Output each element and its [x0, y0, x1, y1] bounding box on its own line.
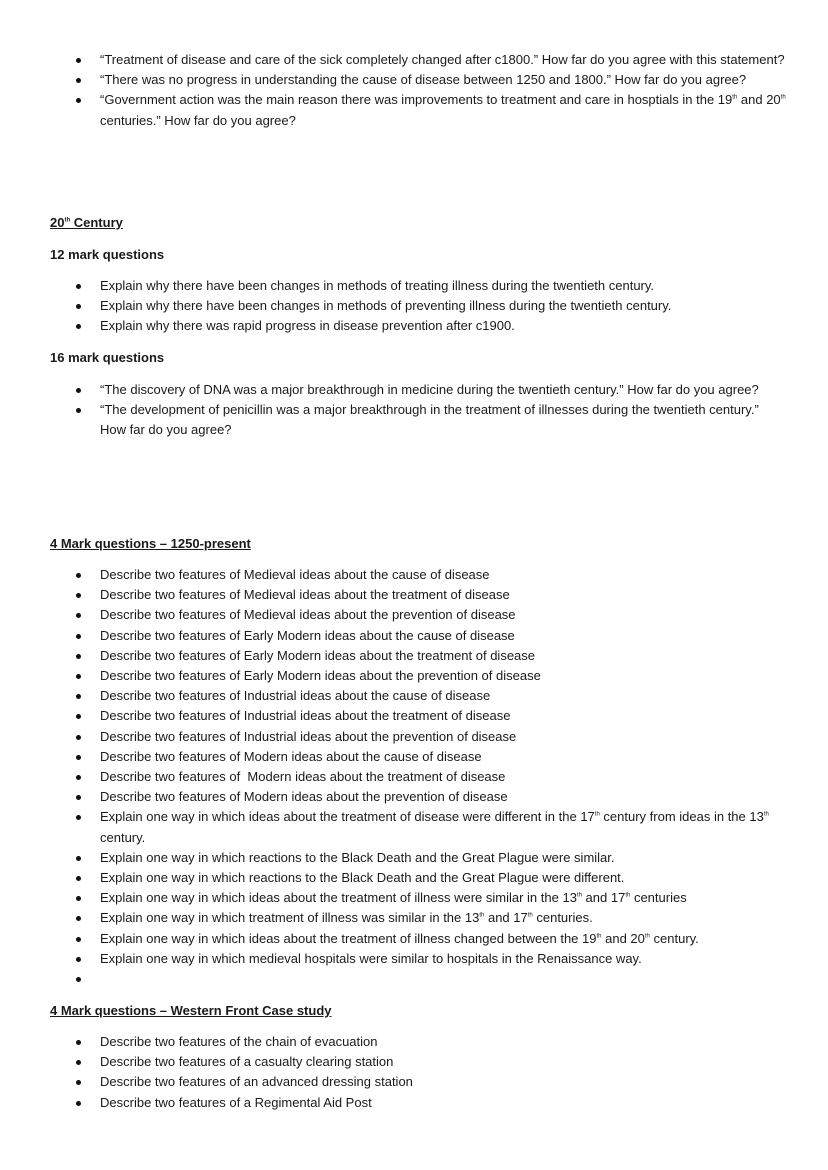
- list-item-empty: [50, 969, 788, 989]
- list-item: Explain one way in which ideas about the treatment of illness changed between the 19th and 20th century.: [50, 929, 788, 949]
- list-item: Describe two features of the chain of evacuation: [50, 1032, 788, 1052]
- list-item: “The development of penicillin was a major breakthrough in the treatment of illnesses during the twentieth century.” How far do you agree?: [50, 400, 788, 440]
- list-item: Describe two features of Medieval ideas about the prevention of disease: [50, 605, 788, 625]
- section-heading-20th-century: 20th Century: [50, 215, 123, 230]
- section-heading-4-mark-1250-present: 4 Mark questions – 1250-present: [50, 536, 251, 551]
- list-item: Explain why there have been changes in methods of treating illness during the twentieth century.: [50, 276, 788, 296]
- list-item: Describe two features of Early Modern ideas about the treatment of disease: [50, 646, 788, 666]
- twelve-mark-list: [50, 276, 788, 337]
- western-front-list: [50, 1032, 788, 1113]
- list-item: Describe two features of Modern ideas about the cause of disease: [50, 747, 788, 767]
- list-item: Explain one way in which medieval hospitals were similar to hospitals in the Renaissance way.: [50, 949, 788, 969]
- four-mark-list: [50, 565, 788, 989]
- list-item: Explain why there have been changes in methods of preventing illness during the twentieth century.: [50, 296, 788, 316]
- list-item: Describe two features of Industrial ideas about the treatment of disease: [50, 706, 788, 726]
- list-item: “There was no progress in understanding the cause of disease between 1250 and 1800.” How far do you agree?: [50, 70, 788, 90]
- list-item: Describe two features of Industrial ideas about the cause of disease: [50, 686, 788, 706]
- top-question-list: [50, 50, 788, 131]
- list-item: Describe two features of Early Modern ideas about the prevention of disease: [50, 666, 788, 686]
- list-item: Explain one way in which ideas about the treatment of illness were similar in the 13th and 17th centuries: [50, 888, 788, 908]
- list-item: Describe two features of Industrial ideas about the prevention of disease: [50, 727, 788, 747]
- list-item: Describe two features of Medieval ideas about the cause of disease: [50, 565, 788, 585]
- list-item: Explain one way in which treatment of illness was similar in the 13th and 17th centuries.: [50, 908, 788, 928]
- subheading-12-mark: 12 mark questions: [50, 247, 165, 262]
- list-item: Describe two features of Early Modern ideas about the cause of disease: [50, 626, 788, 646]
- list-item: Describe two features of Modern ideas about the treatment of disease: [50, 767, 788, 787]
- list-item: Describe two features of a Regimental Aid Post: [50, 1093, 788, 1113]
- list-item: Explain one way in which reactions to the Black Death and the Great Plague were similar.: [50, 848, 788, 868]
- list-item: Describe two features of an advanced dressing station: [50, 1072, 788, 1092]
- list-item: Describe two features of Modern ideas about the prevention of disease: [50, 787, 788, 807]
- list-item: Explain one way in which reactions to the Black Death and the Great Plague were different.: [50, 868, 788, 888]
- list-item: “The discovery of DNA was a major breakthrough in medicine during the twentieth century.” How far do you agree?: [50, 380, 788, 400]
- list-item: Explain why there was rapid progress in disease prevention after c1900.: [50, 316, 788, 336]
- list-item: “Government action was the main reason there was improvements to treatment and care in hosptials in the 19th and 20th centuries.” How far do you agree?: [50, 90, 788, 130]
- subheading-16-mark: 16 mark questions: [50, 350, 165, 365]
- list-item: Describe two features of Medieval ideas about the treatment of disease: [50, 585, 788, 605]
- list-item: “Treatment of disease and care of the sick completely changed after c1800.” How far do you agree with this statement?: [50, 50, 788, 70]
- sixteen-mark-list: [50, 380, 788, 441]
- section-heading-western-front: 4 Mark questions – Western Front Case study: [50, 1003, 332, 1018]
- list-item: Explain one way in which ideas about the treatment of disease were different in the 17th century from ideas in the 13th century.: [50, 807, 788, 847]
- list-item: Describe two features of a casualty clearing station: [50, 1052, 788, 1072]
